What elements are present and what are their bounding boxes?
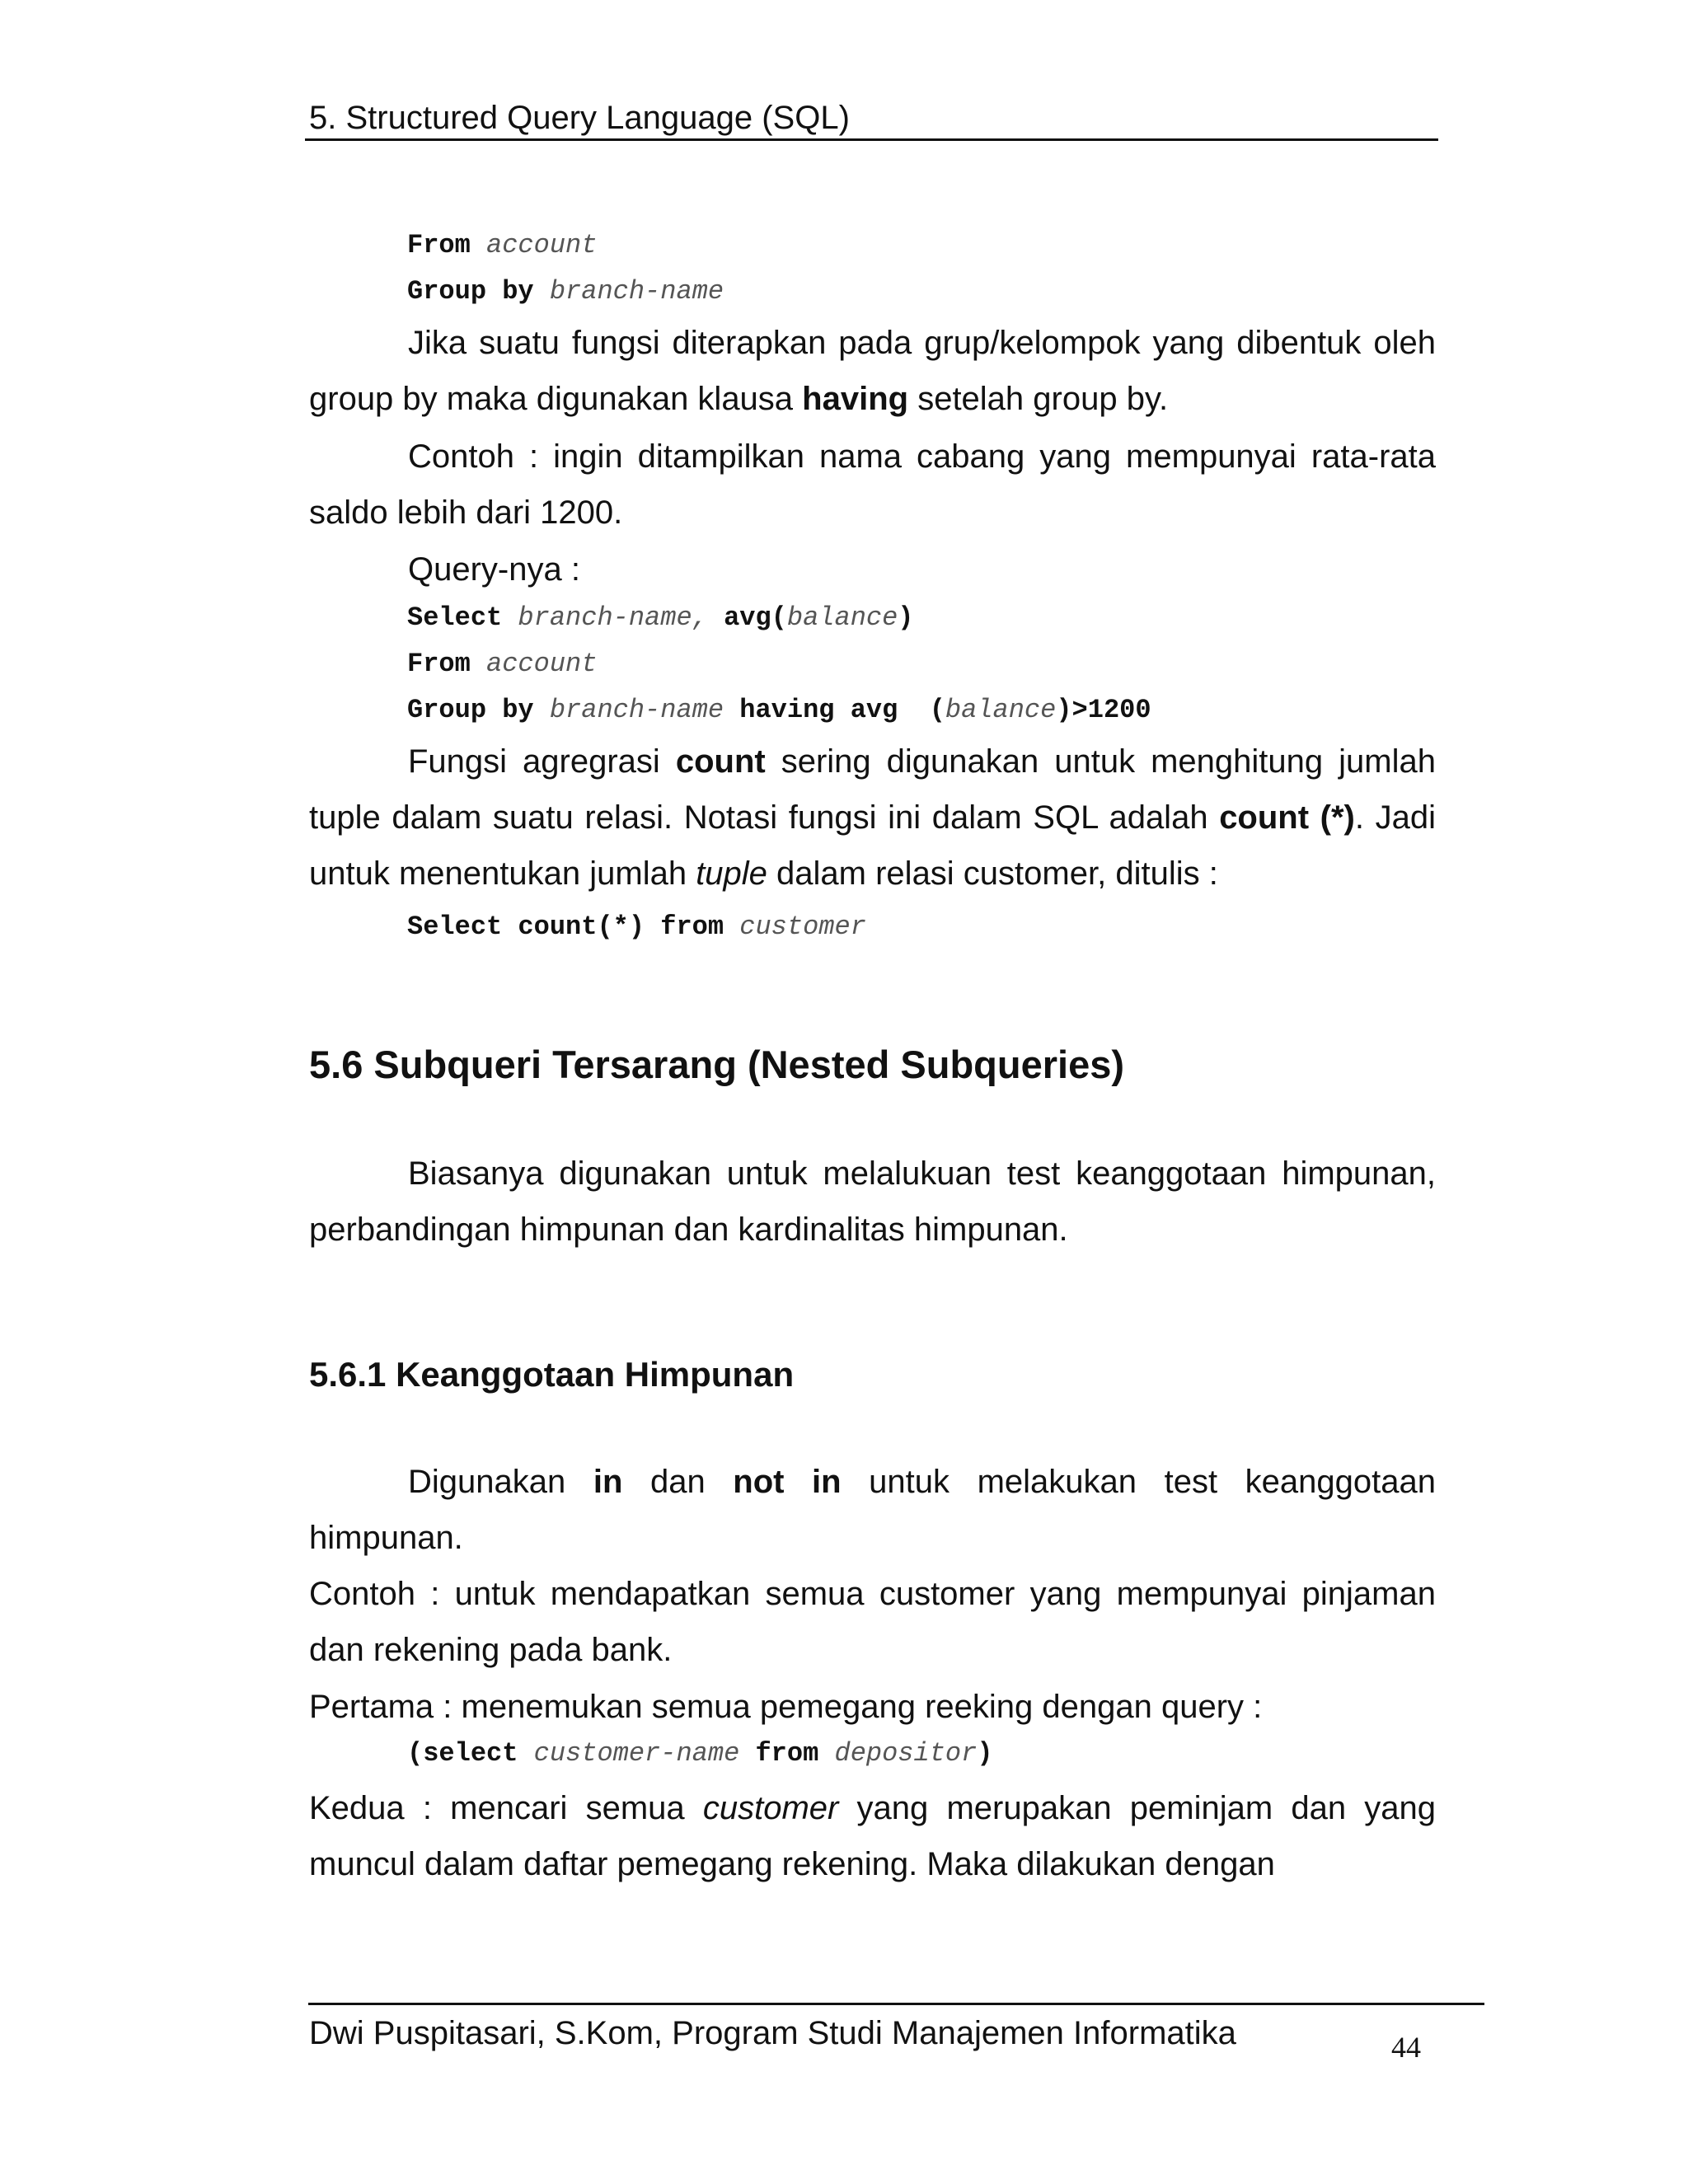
paragraph-text: Biasanya digunakan untuk melalukuan test keanggotaan himpunan, perbandingan himpunan dan kardinalitas himpunan. [309, 1155, 1436, 1248]
bold-term: count [675, 743, 766, 780]
paragraph [309, 733, 1436, 902]
code-line [407, 275, 724, 308]
paragraph [309, 1146, 1436, 1258]
paragraph-text: dalam relasi customer, ditulis : [767, 855, 1218, 892]
sql-punct: )>1200 [1056, 695, 1151, 725]
paragraph-text: dan [622, 1464, 734, 1500]
paragraph [309, 1566, 1436, 1678]
code-line [407, 1737, 993, 1770]
italic-term: tuple [696, 855, 767, 892]
sql-identifier: depositor [834, 1738, 978, 1769]
paragraph-text: yang merupakan peminjam dan yang muncul dalam daftar pemegang rekening. Maka dilakukan dengan [309, 1790, 1436, 1882]
code-line [407, 602, 914, 635]
footer-rule [308, 2003, 1484, 2005]
sql-punct: ( [929, 695, 945, 725]
subsection-heading: 5.6.1 Keanggotaan Himpunan [309, 1355, 795, 1394]
sql-identifier: branch-name [549, 276, 724, 307]
italic-term: customer [702, 1790, 839, 1826]
section-heading: 5.6 Subqueri Tersarang (Nested Subqueries) [309, 1043, 1124, 1086]
sql-keyword: From [407, 649, 471, 679]
paragraph-text: Contoh : ingin ditampilkan nama cabang yang mempunyai rata-rata saldo lebih dari 1200. [309, 438, 1436, 531]
sql-punct: , [692, 602, 708, 633]
sql-keyword: Select [407, 602, 503, 633]
page-number: 44 [1391, 2031, 1421, 2064]
code-line [407, 911, 866, 944]
paragraph-text: Fungsi agregrasi [408, 743, 676, 780]
paragraph-text: Contoh : untuk mendapatkan semua customer yang mempunyai pinjaman dan rekening pada bank. [309, 1576, 1436, 1668]
sql-identifier: account [486, 649, 598, 679]
paragraph [309, 429, 1436, 541]
sql-keyword: Select count(*) from [407, 912, 724, 942]
sql-identifier: customer-name [533, 1738, 740, 1769]
paragraph [309, 541, 1436, 598]
paragraph-text: Query-nya : [408, 551, 580, 588]
paragraph-text: Pertama : menemukan semua pemegang reeking dengan query : [309, 1689, 1263, 1725]
sql-keyword: Group by [407, 276, 534, 307]
sql-identifier: branch-name [518, 602, 692, 633]
paragraph [309, 315, 1436, 427]
code-line [407, 648, 597, 681]
bold-term: count (*) [1219, 799, 1355, 836]
paragraph-text: Kedua : mencari semua [309, 1790, 703, 1826]
bold-term: in [593, 1464, 623, 1500]
bold-term: not in [733, 1464, 842, 1500]
sql-keyword: (select [407, 1738, 518, 1769]
paragraph [309, 1454, 1436, 1566]
paragraph [309, 1780, 1436, 1892]
paragraph-text: . Jadi untuk menentukan jumlah [309, 799, 1437, 892]
sql-identifier: branch-name [549, 695, 724, 725]
paragraph-text: untuk melakukan test keanggotaan himpunan. [309, 1464, 1436, 1556]
paragraph-text: setelah group by. [908, 381, 1169, 417]
running-header: 5. Structured Query Language (SQL) [309, 100, 850, 136]
paragraph-text: sering digunakan untuk menghitung jumlah tuple dalam suatu relasi. Notasi fungsi ini dalam SQL adalah [309, 743, 1436, 836]
sql-keyword: from [755, 1738, 819, 1769]
sql-keyword: avg( [724, 602, 787, 633]
paragraph-text: Digunakan [408, 1464, 593, 1500]
sql-punct: ) [977, 1738, 993, 1769]
sql-identifier: balance [786, 602, 898, 633]
sql-identifier: customer [739, 912, 866, 942]
code-line [407, 229, 597, 262]
sql-keyword: having avg [739, 695, 898, 725]
footer-author: Dwi Puspitasari, S.Kom, Program Studi Manajemen Informatika [309, 2015, 1236, 2051]
sql-punct: ) [898, 602, 914, 633]
header-rule [305, 138, 1438, 141]
sql-identifier: account [486, 230, 598, 260]
paragraph [309, 1679, 1436, 1735]
paragraph-text: Jika suatu fungsi diterapkan pada grup/kelompok yang dibentuk oleh group by maka digunakan klausa [309, 325, 1436, 417]
sql-keyword: Group by [407, 695, 534, 725]
bold-term: having [802, 381, 909, 417]
sql-keyword: From [407, 230, 471, 260]
sql-identifier: balance [945, 695, 1057, 725]
code-line [407, 694, 1151, 727]
